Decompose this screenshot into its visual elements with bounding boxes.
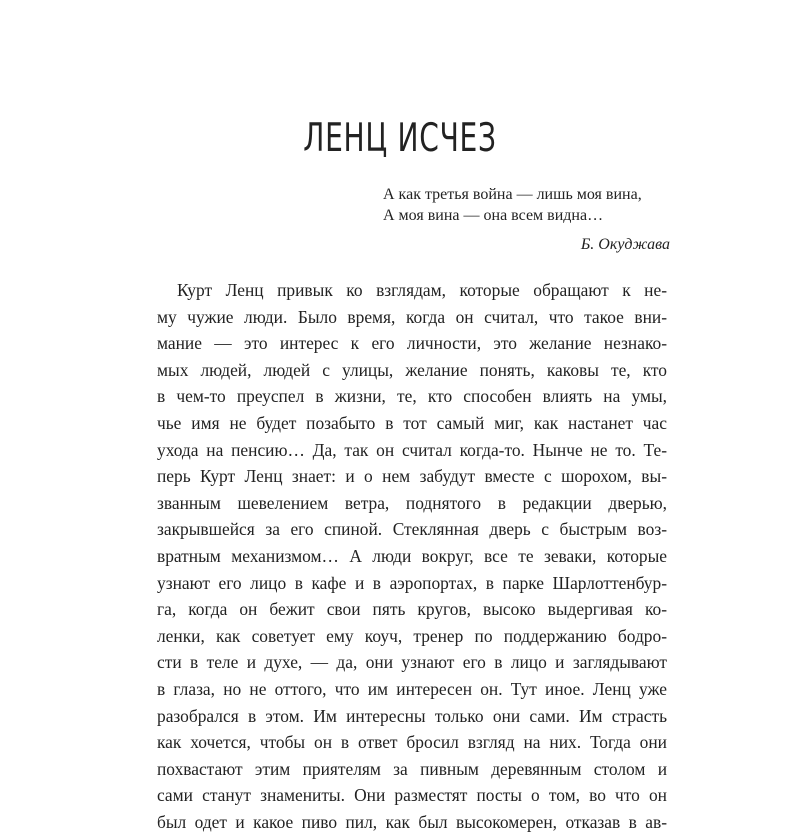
body-line: вратным механизмом… А люди вокруг, все те зеваки, которые <box>157 545 667 566</box>
epigraph-author: Б. Окуджава <box>580 236 670 253</box>
body-line: в чем-то преуспел в жизни, те, кто способен влиять на умы, <box>157 386 667 407</box>
body-line: закрывшейся за его спиной. Стеклянная дверь с быстрым воз- <box>157 519 667 540</box>
body-line: званным шевелением ветра, поднятого в редакции дверью, <box>157 492 667 513</box>
epigraph <box>383 184 683 226</box>
body-line: му чужие люди. Было время, когда он считал, что такое вни- <box>157 306 667 327</box>
epigraph-line: А моя вина — она всем видна… <box>383 207 604 224</box>
body-line: сами станут знамениты. Они разместят посты о том, во что он <box>157 785 667 806</box>
body-line: был одет и какое пиво пил, как был высокомерен, отказав в ав- <box>157 811 667 832</box>
body-line: га, когда он бежит свои пять кругов, высоко выдергивая ко- <box>157 599 667 620</box>
body-line: в глаза, но не оттого, что им интересен он. Тут иное. Ленц уже <box>157 678 667 699</box>
body-line: ленки, как советует ему коуч, тренер по поддержанию бодро- <box>157 625 667 646</box>
body-line: перь Курт Ленц знает: и о нем забудут вместе с шорохом, вы- <box>157 466 667 487</box>
body-line: сти в теле и духе, — да, они узнают его в лицо и заглядывают <box>157 652 667 673</box>
chapter-title: ЛЕНЦ ИСЧЕЗ <box>303 116 497 161</box>
epigraph-line: А как третья война — лишь моя вина, <box>383 186 642 203</box>
body-line: похвастают этим приятелям за пивным деревянным столом и <box>157 758 667 779</box>
body-line: мых людей, людей с улицы, желание понять, каковы те, кто <box>157 359 667 380</box>
body-line: чье имя не будет позабыто в тот самый миг, как настанет час <box>157 412 667 433</box>
body-line: ухода на пенсию… Да, так он считал когда-то. Нынче не то. Те- <box>157 439 667 460</box>
body-line: разобрался в этом. Им интересны только они сами. Им страсть <box>157 705 667 726</box>
body-text <box>157 277 667 835</box>
body-line: мание — это интерес к его личности, это желание незнако- <box>157 333 667 354</box>
body-line: узнают его лицо в кафе и в аэропортах, в парке Шарлоттенбур- <box>157 572 667 593</box>
body-line: Курт Ленц привык ко взглядам, которые обращают к не- <box>177 280 667 300</box>
body-line: как хочется, чтобы он в ответ бросил взгляд на них. Тогда они <box>157 732 667 753</box>
